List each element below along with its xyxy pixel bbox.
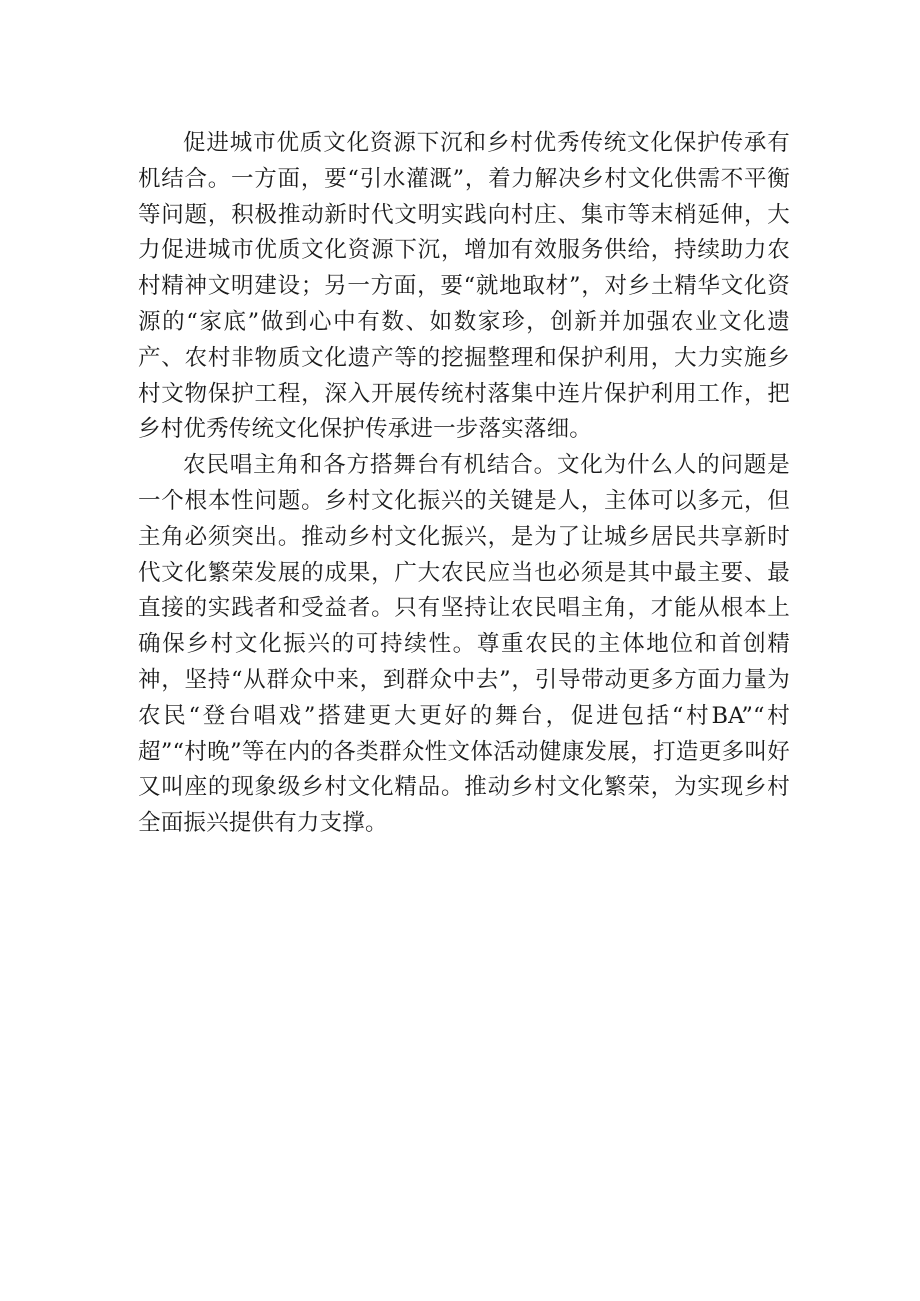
paragraph-2: 农民唱主角和各方搭舞台有机结合。文化为什么人的问题是一个根本性问题。乡村文化振兴的关键是人，主体可以多元，但主角必须突出。推动乡村文化振兴，是为了让城乡居民共享新时代文化繁荣发展的成果，广大农民应当也必须是其中最主要、最直接的实践者和受益者。只有坚持让农民唱主角，才能从根本上确保乡村文化振兴的可持续性。尊重农民的主体地位和首创精神，坚持“从群众中来，到群众中去”，引导带动更多方面力量为农民“登台唱戏”搭建更大更好的舞台，促进包括“村BA”“村超”“村晚”等在内的各类群众性文体活动健康发展，打造更多叫好又叫座的现象级乡村文化精品。推动乡村文化繁荣，为实现乡村全面振兴提供有力支撑。 bbox=[138, 452, 790, 837]
body-text bbox=[138, 126, 790, 842]
paragraph-1: 促进城市优质文化资源下沉和乡村优秀传统文化保护传承有机结合。一方面，要“引水灌溉”，着力解决乡村文化供需不平衡等问题，积极推动新时代文明实践向村庄、集市等末梢延伸，大力促进城市优质文化资源下沉，增加有效服务供给，持续助力农村精神文明建设；另一方面，要“就地取材”，对乡土精华文化资源的“家底”做到心中有数、如数家珍，创新并加强农业文化遗产、农村非物质文化遗产等的挖掘整理和保护利用，大力实施乡村文物保护工程，深入开展传统村落集中连片保护利用工作，把乡村优秀传统文化保护传承进一步落实落细。 bbox=[138, 130, 790, 443]
